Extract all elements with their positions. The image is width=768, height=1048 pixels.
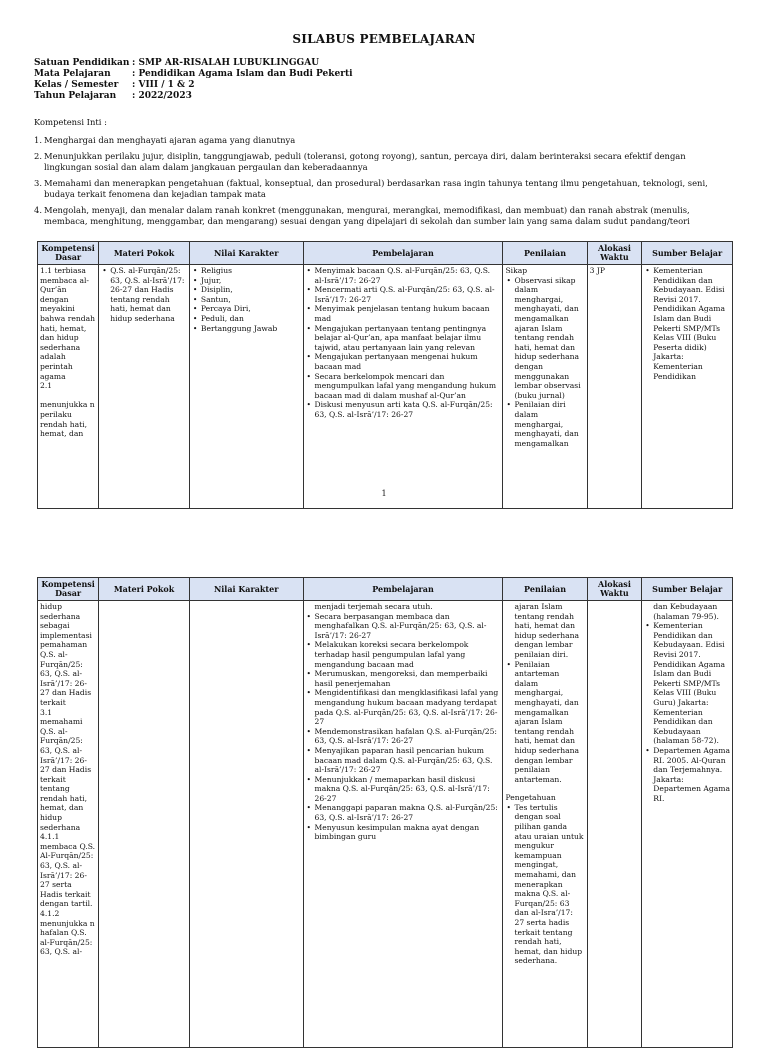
header-kd: Kompetensi Dasar xyxy=(38,242,99,265)
table-row xyxy=(38,601,733,1048)
kompetensi-inti xyxy=(34,117,734,232)
header-sumber: Sumber Belajar xyxy=(642,578,733,601)
table-header-row xyxy=(38,578,733,601)
header-penilaian: Penilaian xyxy=(503,578,587,601)
ki-heading: Kompetensi Inti : xyxy=(34,117,107,127)
ki-item: 3. Memahami dan menerapkan pengetahuan (faktual, konseptual, dan prosedural) berdasarkan rasa ingin tahunya tentang ilmu pengetahuan, teknologi, seni, budaya terkait fenomena dan kejadian tampak mata xyxy=(34,178,708,199)
cell-sumber: • Kementerian Pendidikan dan Kebudayaan. Edisi Revisi 2017. Pendidikan Agama Islam dan Budi Pekerti SMP/MTs Kelas VIII (Buku Peserta didik) Jakarta: Kementerian Pendidikan xyxy=(642,265,733,509)
cell-alokasi: 3 JP xyxy=(587,265,642,509)
cell-kd: hidup sederhana sebagai implementasi pemahaman Q.S. al-Furqān/25: 63, Q.S. al-Isrā’/17: 26-27 dan Hadis terkait 3.1 memahami Q.S. al-Furqān/25: 63, Q.S. al-Isrā’/17: 26-27 dan Hadis terkait tentang rendah hati, hemat, dan hidup sederhana 4.1.1 membaca Q.S. Al-Furqān/25: 63, Q.S. al-Isrā’/17: 26-27 serta Hadis terkait dengan tartil. 4.1.2 menunjukka n hafalan Q.S. al-Furqān/25: 63, Q.S. al- xyxy=(38,601,99,1048)
cell-materi: • Q.S. al-Furqān/25: 63, Q.S. al-Isrā’/17: 26-27 dan Hadis tentang rendah hati, hemat dan hidup sederhana xyxy=(99,265,190,509)
cell-nilai xyxy=(189,601,303,1048)
header-penilaian: Penilaian xyxy=(503,242,587,265)
meta-row: Satuan Pendidikan : SMP AR-RISALAH LUBUKLINGGAU xyxy=(34,58,320,68)
ki-item: 2. Menunjukkan perilaku jujur, disiplin, tanggungjawab, peduli (toleransi, gotong royong), santun, percaya diri, dalam berinteraksi secara efektif dengan lingkungan sosial dan alam dalam jangkauan pergaulan dan keberadaannya xyxy=(34,151,686,172)
ki-list xyxy=(34,135,734,227)
syllabus-table-page2 xyxy=(37,577,733,1048)
header-alokasi: Alokasi Waktu xyxy=(587,578,642,601)
ki-item: 4. Mengolah, menyaji, dan menalar dalam ranah konkret (menggunakan, mengurai, merangkai, memodifikasi, dan membuat) dan ranah abstrak (menulis, membaca, menghitung, menggambar, dan mengarang) sesuai dengan yang dipelajari di sekolah dan sumber lain yang sama dalam sudut pandang/teori xyxy=(34,205,690,226)
header-pembelajaran: Pembelajaran xyxy=(303,242,503,265)
identity-block xyxy=(34,58,353,102)
cell-pembelajaran: menjadi terjemah secara utuh. • Secara berpasangan membaca dan menghafalkan Q.S. al-Furqān/25: 63, Q.S. al-Isrā’/17: 26-27 • Melakukan koreksi secara berkelompok terhadap hasil pengumpulan lafal yang mengandung bacaan mad • Merumuskan, mengoreksi, dan memperbaiki hasil penerjemahan • Mengidentifikasi dan mengklasifikasi lafal yang mengandung hukum bacaan madyang terdapat pada Q.S. al-Furqān/25: 63, Q.S. al-Isrā’/17: 26-27 • Mendemonstrasikan hafalan Q.S. al-Furqān/25: 63, Q.S. al-Isrā’/17: 26-27 • Menyajikan paparan hasil pencarian hukum bacaan mad dalam Q.S. al-Furqān/25: 63, Q.S. al-Isrā’/17: 26-27 • Menunjukkan / memaparkan hasil diskusi makna Q.S. al-Furqān/25: 63, Q.S. al-Isrā’/17: 26-27 • Menanggapi paparan makna Q.S. al-Furqān/25: 63, Q.S. al-Isrā’/17: 26-27 • Menyusun kesimpulan makna ayat dengan bimbingan guru xyxy=(303,601,503,1048)
cell-sumber: dan Kebudayaan (halaman 79-95). • Kementerian Pendidikan dan Kebudayaan. Edisi Revisi 2017. Pendidikan Agama Islam dan Budi Pekerti SMP/MTs Kelas VIII (Buku Guru) Jakarta: Kementerian Pendidikan dan Kebudayaan (halaman 58-72). • Departemen Agama RI. 2005. Al-Quran dan Terjemahnya. Jakarta: Departemen Agama RI. xyxy=(642,601,733,1048)
cell-materi xyxy=(99,601,190,1048)
document-title: SILABUS PEMBELAJARAN xyxy=(292,32,476,46)
meta-row: Mata Pelajaran : Pendidikan Agama Islam dan Budi Pekerti xyxy=(34,69,353,79)
table-row xyxy=(38,265,733,509)
cell-penilaian: Sikap • Observasi sikap dalam menghargai, menghayati, dan mengamalkan ajaran Islam tentang rendah hati, hemat dan hidup sederhana dengan menggunakan lembar observasi (buku jurnal) • Penilaian diri dalam menghargai, menghayati, dan mengamalkan xyxy=(503,265,587,509)
page-number: 1 xyxy=(381,489,387,498)
header-nilai: Nilai Karakter xyxy=(189,578,303,601)
table-header-row xyxy=(38,242,733,265)
header-materi: Materi Pokok xyxy=(99,578,190,601)
cell-nilai: • Religius • Jujur, • Disiplin, • Santun, • Percaya Diri, • Peduli, dan • Bertanggung Jawab xyxy=(189,265,303,509)
syllabus-table-page1 xyxy=(37,241,733,509)
ki-item: 1. Menghargai dan menghayati ajaran agama yang dianutnya xyxy=(34,135,296,145)
header-sumber: Sumber Belajar xyxy=(642,242,733,265)
meta-row: Kelas / Semester : VIII / 1 & 2 xyxy=(34,80,195,90)
meta-row: Tahun Pelajaran : 2022/2023 xyxy=(34,91,192,101)
cell-kd: 1.1 terbiasa membaca al-Qur’ān dengan meyakini bahwa rendah hati, hemat, dan hidup sederhana adalah perintah agama 2.1 menunjukka n perilaku rendah hati, hemat, dan xyxy=(38,265,99,509)
cell-penilaian: ajaran Islam tentang rendah hati, hemat dan hidup sederhana dengan lembar penilaian diri. • Penilaian antarteman dalam menghargai, menghayati, dan mengamalkan ajaran Islam tentang rendah hati, hemat dan hidup sederhana dengan lembar penilaian antarteman. Pengetahuan • Tes tertulis dengan soal pilihan ganda atau uraian untuk mengukur kemampuan mengingat, memahami, dan menerapkan makna Q.S. al-Furqan/25: 63 dan al-Isra’/17: 27 serta hadis terkait tentang rendah hati, hemat, dan hidup sederhana. xyxy=(503,601,587,1048)
cell-alokasi xyxy=(587,601,642,1048)
header-pembelajaran: Pembelajaran xyxy=(303,578,503,601)
header-materi: Materi Pokok xyxy=(99,242,190,265)
header-nilai: Nilai Karakter xyxy=(189,242,303,265)
header-alokasi: Alokasi Waktu xyxy=(587,242,642,265)
cell-pembelajaran: • Menyimak bacaan Q.S. al-Furqān/25: 63, Q.S. al-Isrā’/17: 26-27 • Mencermati arti Q.S. al-Furqān/25: 63, Q.S. al-Isrā’/17: 26-27 • Menyimak penjelasan tentang hukum bacaan mad • Mengajukan pertanyaan tentang pentingnya belajar al-Qur’an, apa manfaat belajar ilmu tajwid, atau pertanyaan lain yang relevan • Mengajukan pertanyaan mengenai hukum bacaan mad • Secara berkelompok mencari dan mengumpulkan lafal yang mengandung hukum bacaan mad di dalam mushaf al-Qur’an • Diskusi menyusun arti kata Q.S. al-Furqān/25: 63, Q.S. al-Isrā’/17: 26-27 xyxy=(303,265,503,509)
header-kd: Kompetensi Dasar xyxy=(38,578,99,601)
